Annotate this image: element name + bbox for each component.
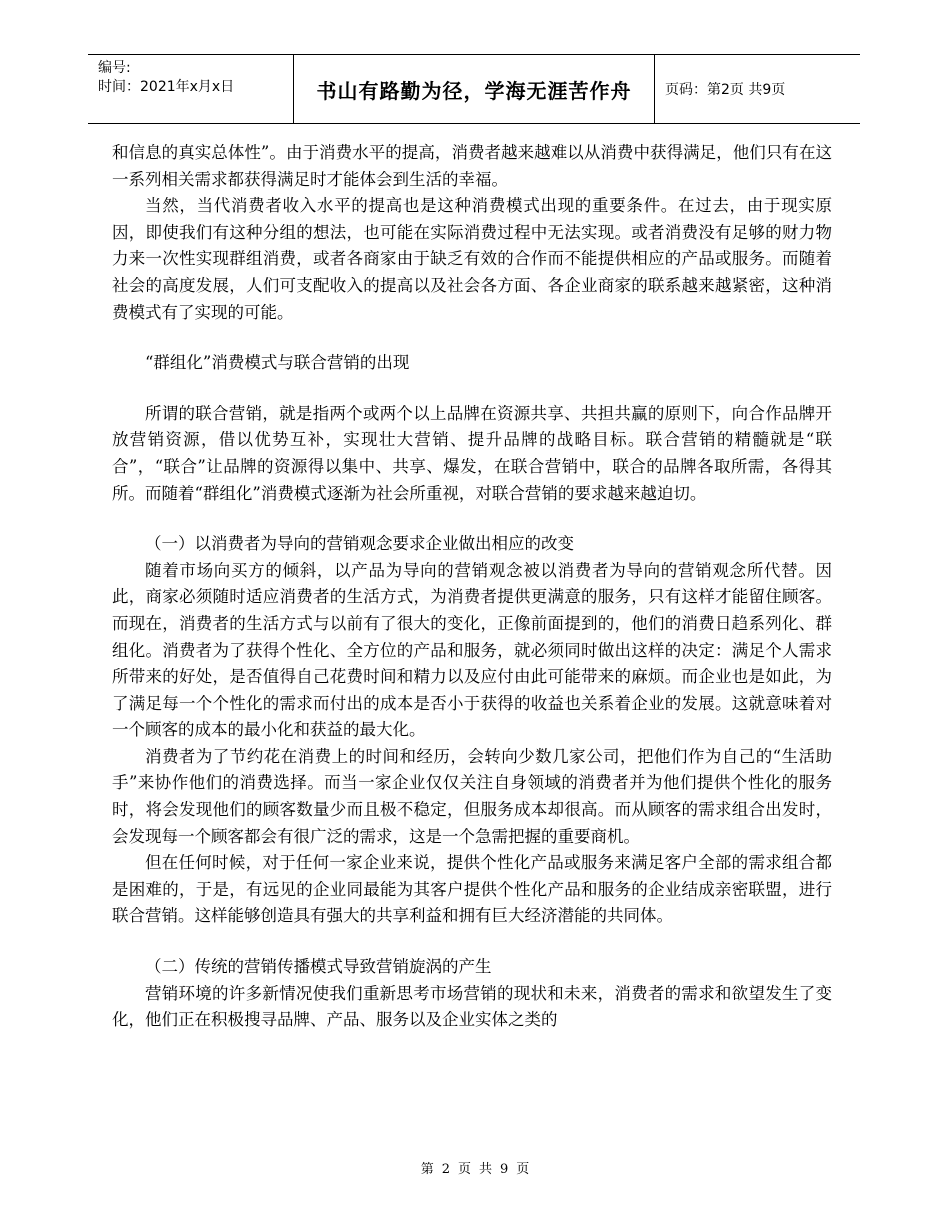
document-body [112, 140, 832, 1034]
paragraph: 营销环境的许多新情况使我们重新思考市场营销的现状和未来，消费者的需求和欲望发生了变化，他们正在积极搜寻品牌、产品、服务以及企业实体之类的 [112, 983, 832, 1030]
footer-di: 第 [420, 1162, 434, 1177]
document-number-label: 编号: [98, 60, 131, 76]
page-header [88, 54, 860, 124]
paragraph: 消费者为了节约花在消费上的时间和经历，会转向少数几家公司，把他们作为自己的“生活助手”来协作他们的消费选择。而当一家企业仅仅关注自身领域的消费者并为他们提供个性化的服务时，将会发现他们的顾客数量少而且极不稳定，但服务成本却很高。而从顾客的需求组合出发时，会发现每一个顾客都会有很广泛的需求，这是一个急需把握的重要商机。 [112, 746, 832, 846]
document-time: 时间：2021年x月x日 [98, 79, 235, 95]
paragraph: 当然，当代消费者收入水平的提高也是这种消费模式出现的重要条件。在过去，由于现实原因，即使我们有这种分组的想法，也可能在实际消费过程中无法实现。或者消费没有足够的财力物力来一次性实现群组消费，或者各商家由于缺乏有效的合作而不能提供相应的产品或服务。而随着社会的高度发展，人们可支配收入的提高以及社会各方面、各企业商家的联系越来越紧密，这种消费模式有了实现的可能。 [112, 196, 832, 322]
footer-ye2: 页 [516, 1162, 530, 1177]
header-page-info: 页码：第2页 共9页 [665, 82, 786, 98]
footer-total-pages: 9 [500, 1162, 509, 1177]
header-meta [88, 55, 293, 123]
page-footer [0, 1158, 950, 1177]
header-motto: 书山有路勤为径，学海无涯苦作舟 [293, 55, 655, 123]
paragraph: 但在任何时候，对于任何一家企业来说，提供个性化产品或服务来满足客户全部的需求组合都是困难的，于是，有远见的企业同最能为其客户提供个性化产品和服务的企业结成亲密联盟，进行联合营销。这样能够创造具有强大的共享利益和拥有巨大经济潜能的共同体。 [112, 853, 832, 926]
footer-page-number: 2 [441, 1162, 450, 1177]
subsection-heading: （一）以消费者为导向的营销观念要求企业做出相应的改变 [145, 534, 574, 554]
paragraph: 和信息的真实总体性”。由于消费水平的提高，消费者越来越难以从消费中获得满足，他们只有在这一系列相关需求都获得满足时才能体会到生活的幸福。 [112, 143, 832, 189]
subsection-heading: （二）传统的营销传播模式导致营销旋涡的产生 [145, 957, 492, 977]
section-heading: “群组化”消费模式与联合营销的出现 [145, 353, 410, 373]
footer-ye: 页 [457, 1162, 471, 1177]
paragraph: 随着市场向买方的倾斜，以产品为导向的营销观念被以消费者为导向的营销观念所代替。因此，商家必须随时适应消费者的生活方式，为消费者提供更满意的服务，只有这样才能留住顾客。而现在，消费者的生活方式与以前有了很大的变化，正像前面提到的，他们的消费日趋系列化、群组化。消费者为了获得个性化、全方位的产品和服务，就必须同时做出这样的决定：满足个人需求所带来的好处，是否值得自己花费时间和精力以及应付由此可能带来的麻烦。而企业也是如此，为了满足每一个个性化的需求而付出的成本是否小于获得的收益也关系着企业的发展。这就意味着对一个顾客的成本的最小化和获益的最大化。 [112, 560, 832, 740]
paragraph: 所谓的联合营销，就是指两个或两个以上品牌在资源共享、共担共赢的原则下，向合作品牌开放营销资源，借以优势互补，实现壮大营销、提升品牌的战略目标。联合营销的精髓就是“联合”，“联合”让品牌的资源得以集中、共享、爆发，在联合营销中，联合的品牌各取所需，各得其所。而随着“群组化”消费模式逐渐为社会所重视，对联合营销的要求越来越迫切。 [112, 403, 832, 503]
footer-gong: 共 [479, 1162, 493, 1177]
